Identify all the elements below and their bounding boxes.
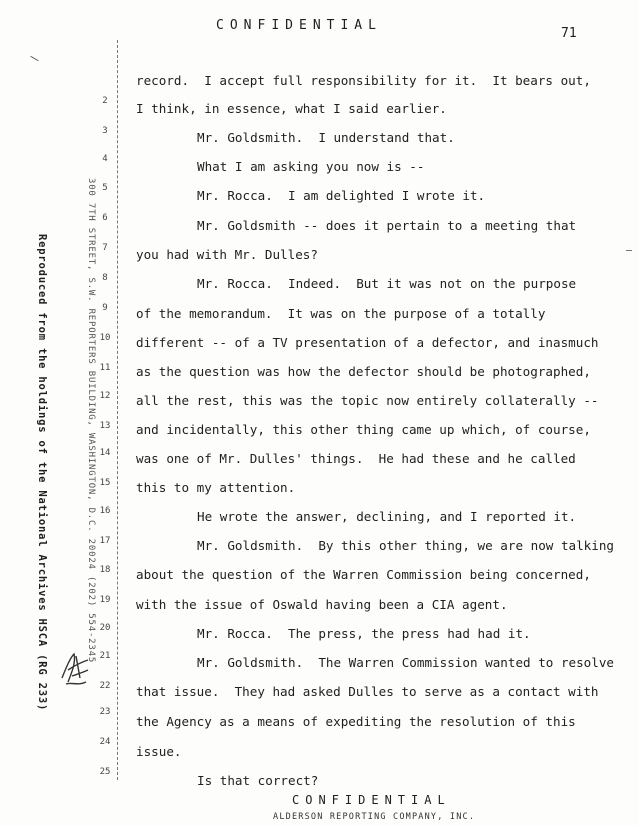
transcript-line: Mr. Rocca. The press, the press had had it. (197, 626, 531, 641)
line-number: 22 (99, 681, 111, 691)
line-number: 15 (99, 478, 111, 488)
transcript-line: the Agency as a means of expediting the resolution of this (136, 714, 576, 729)
transcript-line: Mr. Goldsmith. The Warren Commission wanted to resolve (197, 655, 615, 670)
page-number: 71 (561, 26, 577, 41)
line-number: 3 (102, 126, 108, 136)
transcript-line: with the issue of Oswald having been a CIA agent. (136, 597, 508, 612)
line-number: 7 (102, 243, 108, 253)
transcript-line: Mr. Goldsmith -- does it pertain to a meeting that (197, 218, 577, 233)
transcript-line: issue. (136, 744, 182, 759)
reporting-company: ALDERSON REPORTING COMPANY, INC. (273, 812, 476, 822)
transcript-line: Is that correct? (197, 773, 319, 788)
header-confidential: CONFIDENTIAL (216, 18, 382, 33)
transcript-line: What I am asking you now is -- (197, 159, 425, 174)
transcript-line: Mr. Rocca. I am delighted I wrote it. (197, 188, 486, 203)
transcript-line: all the rest, this was the topic now entirely collaterally -- (136, 393, 599, 408)
stray-mark (626, 250, 632, 251)
transcript-line: Mr. Goldsmith. By this other thing, we are now talking (197, 538, 615, 553)
line-number: 21 (99, 651, 111, 661)
line-number: 11 (99, 363, 111, 373)
transcript-line: you had with Mr. Dulles? (136, 247, 318, 262)
line-number: 2 (102, 96, 108, 106)
handwritten-initials (58, 648, 92, 690)
line-number: 9 (102, 303, 108, 313)
line-number: 24 (99, 737, 111, 747)
left-margin-rule (117, 40, 118, 780)
line-number: 18 (99, 565, 111, 575)
line-number: 25 (99, 767, 111, 777)
transcript-line: that issue. They had asked Dulles to serve as a contact with (136, 684, 599, 699)
line-number: 10 (99, 333, 111, 343)
line-number: 6 (102, 213, 108, 223)
reporter-address-note: 300 7TH STREET, S.W. REPORTERS BUILDING, WASHINGTON, D.C. 20024 (202) 554-2345 (86, 178, 96, 664)
line-number: 5 (102, 183, 108, 193)
transcript-line: Mr. Rocca. Indeed. But it was not on the purpose (197, 276, 577, 291)
transcript-line: as the question was how the defector should be photographed, (136, 364, 591, 379)
transcript-line: this to my attention. (136, 480, 296, 495)
line-number: 20 (99, 623, 111, 633)
line-number: 23 (99, 707, 111, 717)
transcript-line: and incidentally, this other thing came up which, of course, (136, 422, 591, 437)
line-number: 17 (99, 536, 111, 546)
line-number: 8 (102, 273, 108, 283)
transcript-line: about the question of the Warren Commission being concerned, (136, 567, 591, 582)
line-number: 16 (99, 506, 111, 516)
transcript-line: I think, in essence, what I said earlier. (136, 101, 447, 116)
transcript-line: of the memorandum. It was on the purpose of a totally (136, 306, 546, 321)
transcript-line: He wrote the answer, declining, and I reported it. (197, 509, 577, 524)
stray-mark (30, 56, 38, 61)
line-number: 12 (99, 391, 111, 401)
transcript-line: Mr. Goldsmith. I understand that. (197, 130, 455, 145)
line-number: 13 (99, 421, 111, 431)
transcript-line: was one of Mr. Dulles' things. He had these and he called (136, 451, 576, 466)
transcript-line: record. I accept full responsibility for it. It bears out, (136, 73, 591, 88)
line-number: 19 (99, 595, 111, 605)
archives-reproduction-note: Reproduced from the holdings of the National Archives HSCA (RG 233) (36, 234, 48, 712)
footer-confidential: CONFIDENTIAL (292, 793, 451, 807)
line-number: 4 (102, 154, 108, 164)
transcript-line: different -- of a TV presentation of a defector, and inasmuch (136, 335, 599, 350)
line-number: 14 (99, 448, 111, 458)
